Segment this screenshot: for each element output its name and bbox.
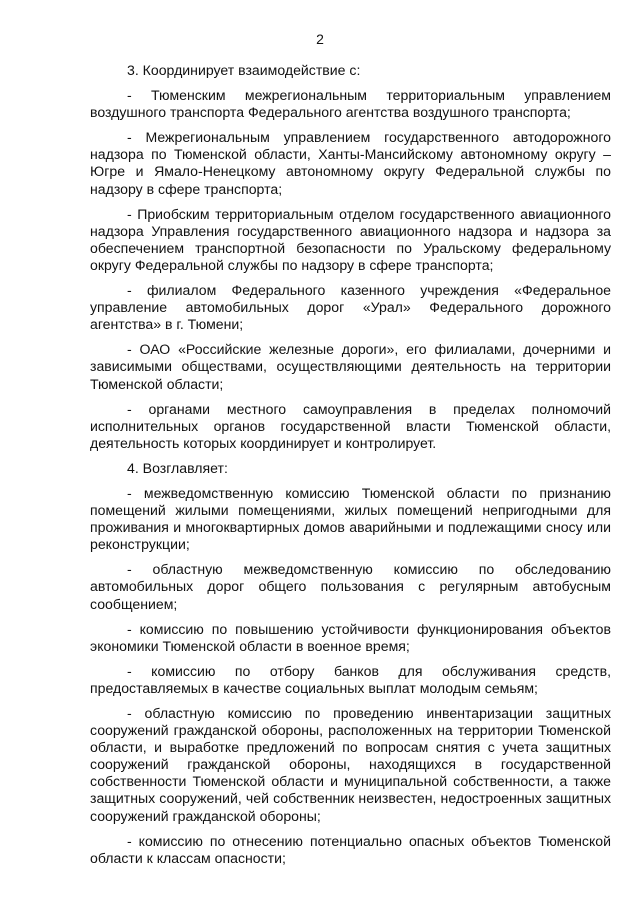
section-4-item: - областную межведомственную комиссию по обследованию автомобильных дорог общего пользования с регулярным автобусным сообщением; xyxy=(90,561,611,612)
section-4-item: - комиссию по повышению устойчивости функционирования объектов экономики Тюменской области в военное время; xyxy=(90,620,611,654)
section-3-item: - Приобским территориальным отделом государственного авиационного надзора Управления государственного авиационного надзора и надзора за обеспечением транспортной безопасности по Уральскому федеральному округу Федеральной службы по надзору в сфере транспорта; xyxy=(90,205,611,273)
section-4-item: - межведомственную комиссию Тюменской области по признанию помещений жилыми помещениями, жилых помещений непригодными для проживания и многоквартирных домов аварийными и подлежащими сносу или реконструкции; xyxy=(90,484,611,553)
section-3-heading: 3. Координирует взаимодействие с: xyxy=(127,62,361,78)
section-4-item: - областную комиссию по проведению инвентаризации защитных сооружений гражданской обороны, расположенных на территории Тюменской области, и выработке предложений по вопросам снятия с учета защитных сооружений гражданской обороны, находящихся в государственной собственности Тюменской области и муниципальной собственности, а также защитных сооружений, чей собственник неизвестен, недостроенных защитных сооружений гражданской обороны; xyxy=(90,705,611,824)
section-4-item: - комиссию по отнесению потенциально опасных объектов Тюменской области к классам опасности; xyxy=(90,832,611,866)
section-4-heading: 4. Возглавляет: xyxy=(127,459,228,476)
section-3-item: - Тюменским межрегиональным территориальным управлением воздушного транспорта Федерального агентства воздушного транспорта; xyxy=(90,87,611,121)
section-4-item: - комиссию по отбору банков для обслуживания средств, предоставляемых в качестве социальных выплат молодым семьям; xyxy=(90,662,611,696)
page-number: 2 xyxy=(316,31,324,47)
section-3-item: - органами местного самоуправления в пределах полномочий исполнительных органов государственной власти Тюменской области, деятельность которых координирует и контролирует. xyxy=(90,400,611,451)
section-3-item: - Межрегиональным управлением государственного автодорожного надзора по Тюменской области, Ханты-Мансийскому автономному округу – Югре и Ямало-Ненецкому автономному округу Федеральной службы по надзору в сфере транспорта; xyxy=(90,129,611,197)
section-3-item: - филиалом Федерального казенного учреждения «Федеральное управление автомобильных дорог «Урал» Федерального дорожного агентства» в г. Тюмени; xyxy=(90,282,611,333)
section-3-item: - ОАО «Российские железные дороги», его филиалами, дочерними и зависимыми обществами, осуществляющими деятельность на территории Тюменской области; xyxy=(90,341,611,392)
document-body xyxy=(90,62,611,875)
